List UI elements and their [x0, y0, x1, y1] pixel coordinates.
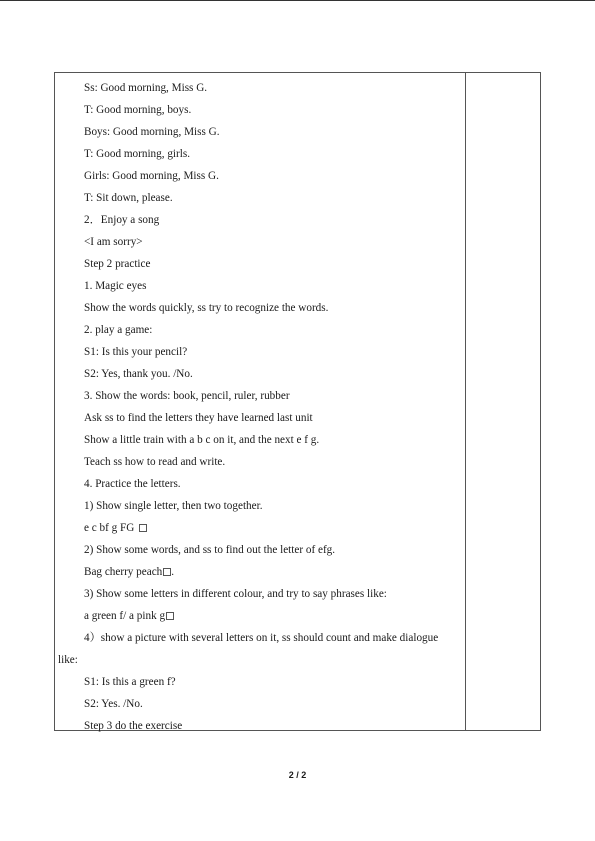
text-line: e c bf g FG: [84, 522, 135, 534]
text-line-with-box: [84, 565, 174, 579]
placeholder-box-icon: [166, 612, 174, 620]
text-line: Girls: Good morning, Miss G.: [84, 170, 219, 182]
text-line: S2: Yes. /No.: [84, 698, 143, 710]
text-line: Step 3 do the exercise: [84, 720, 183, 732]
text-line: T: Good morning, boys.: [84, 104, 192, 116]
text-line: Ss: Good morning, Miss G.: [84, 82, 208, 94]
text-line: 2．Enjoy a song: [84, 214, 160, 226]
text-line: T: Good morning, girls.: [84, 148, 191, 160]
top-rule: [0, 0, 595, 1]
text-line: Step 2 practice: [84, 258, 151, 270]
text-line: S1: Is this your pencil?: [84, 346, 188, 358]
text-line: Teach ss how to read and write.: [84, 456, 226, 468]
text-line: 1) Show single letter, then two together.: [84, 500, 263, 512]
text-line: <I am sorry>: [84, 236, 143, 248]
text-suffix: .: [171, 566, 175, 578]
text-line-with-box: [84, 521, 147, 535]
text-line: 4. Practice the letters.: [84, 478, 181, 490]
text-line: S2: Yes, thank you. /No.: [84, 368, 193, 380]
text-line: 2) Show some words, and ss to find out the letter of efg.: [84, 544, 336, 556]
text-line: 4）show a picture with several letters on it, ss should count and make dialogue: [84, 632, 439, 644]
text-line: 2. play a game:: [84, 324, 153, 336]
text-line: 3) Show some letters in different colour, and try to say phrases like:: [84, 588, 387, 600]
table-column-divider: [465, 72, 466, 731]
placeholder-box-icon: [139, 524, 147, 532]
text-line: Show a little train with a b c on it, and the next e f g.: [84, 434, 320, 446]
text-line: Show the words quickly, ss try to recognize the words.: [84, 302, 329, 314]
text-line: 1. Magic eyes: [84, 280, 147, 292]
text-line: Ask ss to find the letters they have learned last unit: [84, 412, 313, 424]
text-line: 3. Show the words: book, pencil, ruler, rubber: [84, 390, 290, 402]
text-line: T: Sit down, please.: [84, 192, 173, 204]
page-number: 2 / 2: [288, 770, 307, 780]
text-line: Bag cherry peach: [84, 566, 163, 578]
text-line: Boys: Good morning, Miss G.: [84, 126, 220, 138]
text-line: S1: Is this a green f?: [84, 676, 176, 688]
text-line: like:: [58, 654, 78, 666]
text-line-with-box: [84, 609, 174, 623]
text-line: a green f/ a pink g: [84, 610, 166, 622]
